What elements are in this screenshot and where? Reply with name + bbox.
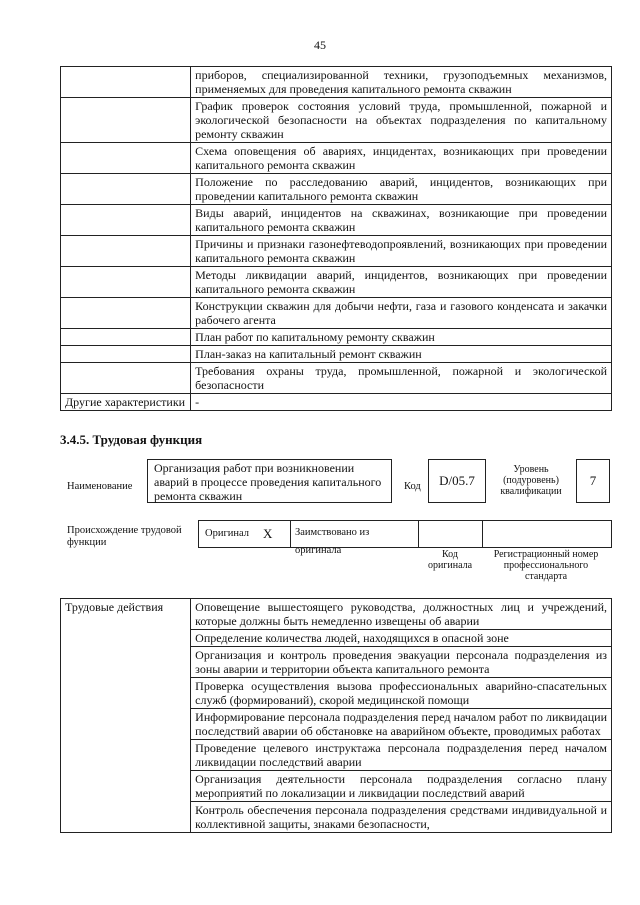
- section-title: 3.4.5. Трудовая функция: [60, 432, 203, 447]
- labor-action-item: Организация деятельности персонала подразделения согласно плану мероприятий по локализации и ликвидации последствий аварий: [191, 771, 612, 802]
- row-label: [61, 329, 191, 346]
- labor-action-item: Информирование персонала подразделения перед началом работ по ликвидации последствий аварии об обстановке на аварийном объекте, проводимых работах: [191, 709, 612, 740]
- function-name-value: Организация работ при возникновении аварий в процессе проведения капитального ремонта скважин: [154, 461, 382, 503]
- table-row: [61, 363, 612, 394]
- row-label: [61, 98, 191, 143]
- labor-action-item: Организация и контроль проведения эвакуации персонала подразделения из зоны аварии и территории объекта капитального ремонта: [191, 647, 612, 678]
- origin-label: Происхождение трудовой функции: [67, 525, 182, 548]
- table-row: [61, 98, 612, 143]
- code-original-caption: Код оригинала: [427, 549, 473, 571]
- row-text: Положение по расследованию аварий, инцидентов, возникающих при проведении капитального ремонта скважин: [191, 174, 612, 205]
- page-number: 45: [314, 38, 326, 52]
- code-value: D/05.7: [439, 473, 475, 488]
- table-row: [61, 599, 612, 630]
- row-text: Конструкции скважин для добычи нефти, газа и газового конденсата и закачки рабочего агента: [191, 298, 612, 329]
- labor-action-item: Проведение целевого инструктажа персонала подразделения перед началом ликвидации последствий аварии: [191, 740, 612, 771]
- row-label: [61, 267, 191, 298]
- row-text: План-заказ на капитальный ремонт скважин: [191, 346, 612, 363]
- table-row: [61, 174, 612, 205]
- row-label: [61, 174, 191, 205]
- row-label: [61, 298, 191, 329]
- table-row: [61, 298, 612, 329]
- row-label: [61, 236, 191, 267]
- row-text: Схема оповещения об авариях, инцидентах, возникающих при проведении капитального ремонта скважин: [191, 143, 612, 174]
- labor-action-item: Оповещение вышестоящего руководства, должностных лиц и учреждений, которые должны быть немедленно извещены об аварии: [191, 599, 612, 630]
- name-label: Наименование: [67, 481, 133, 492]
- table-row: [61, 267, 612, 298]
- function-name-box: [147, 459, 392, 503]
- row-text: Требования охраны труда, промышленной, пожарной и экологической безопасности: [191, 363, 612, 394]
- row-label: [61, 346, 191, 363]
- original-mark: X: [263, 526, 273, 541]
- original-cell: [199, 521, 291, 547]
- borrowed-label: Заимствовано из оригинала: [295, 527, 370, 556]
- level-label: Уровень (подуровень) квалификации: [500, 464, 562, 497]
- row-text: -: [191, 394, 612, 411]
- origin-row: [198, 520, 612, 556]
- row-label: [61, 67, 191, 98]
- row-label: Другие характеристики: [61, 394, 191, 411]
- level-value-box: [576, 459, 610, 503]
- reg-number-caption: Регистрационный номер профессионального стандарта: [493, 549, 599, 582]
- row-label: [61, 363, 191, 394]
- code-original-cell: [419, 521, 483, 547]
- row-text: Причины и признаки газонефтеводопроявлений, возникающих при проведении капитального ремонта скважин: [191, 236, 612, 267]
- labor-actions-label: Трудовые действия: [61, 599, 191, 833]
- table-row: [61, 67, 612, 98]
- table-row: [61, 329, 612, 346]
- knowledge-table: [60, 66, 612, 411]
- original-label: Оригинал: [205, 528, 249, 539]
- labor-action-item: Контроль обеспечения персонала подразделения средствами индивидуальной и коллективной защиты, знаками безопасности,: [191, 802, 612, 833]
- row-text: Виды аварий, инцидентов на скважинах, возникающие при проведении капитального ремонта скважин: [191, 205, 612, 236]
- borrowed-cell: [291, 521, 419, 556]
- table-row: [61, 394, 612, 411]
- row-text: График проверок состояния условий труда, промышленной, пожарной и экологической безопасности на объектах подразделения по капитальному ремонту скважин: [191, 98, 612, 143]
- table-row: [61, 205, 612, 236]
- code-value-box: [428, 459, 486, 503]
- code-label: Код: [404, 481, 421, 492]
- level-value: 7: [589, 473, 597, 488]
- labor-action-item: Определение количества людей, находящихся в опасной зоне: [191, 630, 612, 647]
- row-text: План работ по капитальному ремонту скважин: [191, 329, 612, 346]
- row-label: [61, 143, 191, 174]
- table-row: [61, 346, 612, 363]
- row-text: Методы ликвидации аварий, инцидентов, возникающих при проведении капитального ремонта скважин: [191, 267, 612, 298]
- table-row: [61, 143, 612, 174]
- labor-actions-table: [60, 598, 612, 833]
- labor-action-item: Проверка осуществления вызова профессиональных аварийно-спасательных служб (формирований), скорой медицинской помощи: [191, 678, 612, 709]
- table-row: [61, 236, 612, 267]
- row-text: приборов, специализированной техники, грузоподъемных механизмов, применяемых для проведения капитального ремонта скважин: [191, 67, 612, 98]
- row-label: [61, 205, 191, 236]
